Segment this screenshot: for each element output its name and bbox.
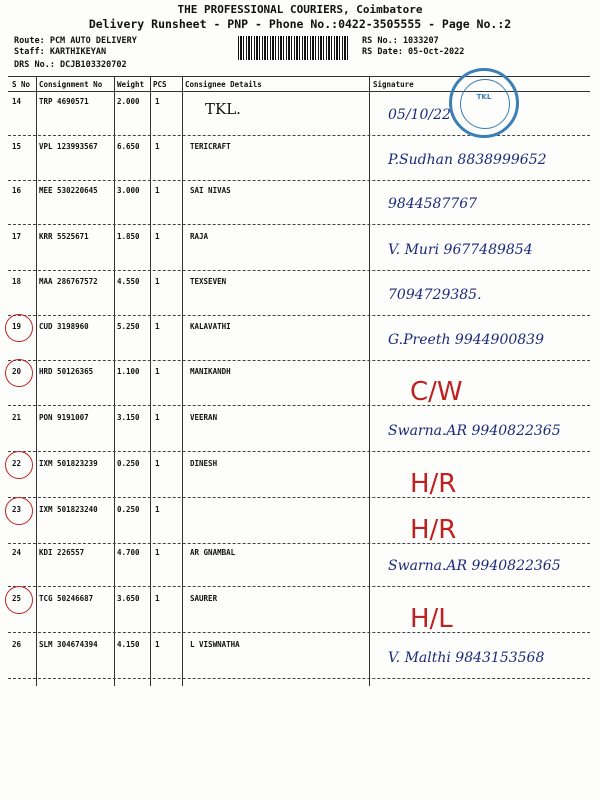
row-pcs: 1 (155, 322, 160, 331)
col-divider (369, 76, 370, 686)
row-divider (8, 678, 590, 679)
row-sno: 21 (12, 413, 22, 422)
company-stamp (449, 68, 519, 138)
runsheet-title: Delivery Runsheet - PNP - Phone No.:0422-3505555 - Page No.:2 (88, 17, 512, 31)
row-pcs: 1 (155, 413, 160, 422)
row-divider (8, 405, 590, 406)
row-signature: G.Preeth 9944900839 (388, 332, 544, 348)
row-consignment-no: KDI 226557 (39, 548, 85, 557)
col-divider (150, 76, 151, 686)
row-signature: V. Muri 9677489854 (388, 242, 533, 258)
red-circle-mark (5, 451, 33, 479)
row-pcs: 1 (155, 142, 160, 151)
company-title: THE PROFESSIONAL COURIERS, Coimbatore (177, 3, 423, 16)
row-weight: 4.700 (117, 548, 140, 557)
row-consignment-no: IXM 501823239 (39, 459, 98, 468)
col-header-sno: S No (12, 80, 31, 89)
row-sno: 24 (12, 548, 22, 557)
row-pcs: 1 (155, 97, 160, 106)
row-weight: 4.550 (117, 277, 140, 286)
row-consignee: AR GNAMBAL (190, 548, 236, 557)
row-pcs: 1 (155, 548, 160, 557)
row-consignee: RAJA (190, 232, 209, 241)
row-divider (8, 586, 590, 587)
row-consignee: VEERAN (190, 413, 218, 422)
col-divider (36, 76, 37, 686)
row-signature: 9844587767 (388, 196, 478, 212)
row-weight: 2.000 (117, 97, 140, 106)
row-consignment-no: CUD 3198960 (39, 322, 89, 331)
row-divider (8, 315, 590, 316)
drs-label: DRS No.: DCJB103320702 (14, 60, 127, 70)
col-header-consignment: Consignment No (39, 80, 103, 89)
row-sno: 14 (12, 97, 22, 106)
row-pcs: 1 (155, 277, 160, 286)
red-circle-mark (5, 497, 33, 525)
row-pcs: 1 (155, 232, 160, 241)
row-consignee: TERICRAFT (190, 142, 231, 151)
row-consignment-no: KRR 5525671 (39, 232, 89, 241)
row-weight: 0.250 (117, 505, 140, 514)
row-consignee: SAI NIVAS (190, 186, 231, 195)
row-weight: 4.150 (117, 640, 140, 649)
row-divider (8, 543, 590, 544)
row-divider (8, 632, 590, 633)
row-consignment-no: MAA 286767572 (39, 277, 98, 286)
row-sno: 20 (12, 367, 22, 376)
row-signature: C/W (410, 377, 463, 407)
row-consignment-no: SLM 304674394 (39, 640, 98, 649)
row-signature: H/R (410, 515, 457, 545)
row-divider (8, 224, 590, 225)
row-sno: 26 (12, 640, 22, 649)
row-signature: V. Malthi 9843153568 (388, 650, 545, 666)
row-weight: 5.250 (117, 322, 140, 331)
row-pcs: 1 (155, 640, 160, 649)
row-consignee: DINESH (190, 459, 218, 468)
row-pcs: 1 (155, 505, 160, 514)
row-sno: 18 (12, 277, 22, 286)
row-consignee: TEXSEVEN (190, 277, 227, 286)
row-signature: P.Sudhan 8838999652 (388, 152, 547, 168)
row-consignment-no: TRP 4690571 (39, 97, 89, 106)
row-signature: H/R (410, 469, 457, 499)
col-header-signature: Signature (373, 80, 414, 89)
row-pcs: 1 (155, 459, 160, 468)
row-sno: 19 (12, 322, 22, 331)
row-signature: Swarna.AR 9940822365 (388, 423, 561, 439)
row-divider (8, 270, 590, 271)
row-divider (8, 180, 590, 181)
staff-label: Staff: KARTHIKEYAN (14, 47, 107, 57)
row-sno: 15 (12, 142, 22, 151)
row-consignment-no: MEE 530220645 (39, 186, 98, 195)
row-signature: H/L (410, 604, 453, 634)
row-signature: Swarna.AR 9940822365 (388, 558, 561, 574)
rs-date: RS Date: 05-Oct-2022 (362, 47, 465, 57)
col-header-pcs: PCS (153, 80, 167, 89)
row-pcs: 1 (155, 367, 160, 376)
row-consignment-no: IXM 501823240 (39, 505, 98, 514)
row-weight: 3.000 (117, 186, 140, 195)
row-consignee: SAURER (190, 594, 218, 603)
row-weight: 0.250 (117, 459, 140, 468)
row-weight: 6.650 (117, 142, 140, 151)
row-pcs: 1 (155, 186, 160, 195)
row-divider (8, 135, 590, 136)
col-header-consignee: Consignee Details (185, 80, 262, 89)
row-weight: 3.150 (117, 413, 140, 422)
row-consignment-no: TCG 50246687 (39, 594, 94, 603)
red-circle-mark (5, 359, 33, 387)
red-circle-mark (5, 314, 33, 342)
row-divider (8, 497, 590, 498)
row-weight: 1.100 (117, 367, 140, 376)
row-sno: 22 (12, 459, 22, 468)
row-consignee: MANIKANDH (190, 367, 231, 376)
row-divider (8, 360, 590, 361)
row-consignee: L VISWNATHA (190, 640, 240, 649)
barcode (238, 36, 350, 60)
route-label: Route: PCM AUTO DELIVERY (14, 36, 137, 46)
row-sno: 25 (12, 594, 22, 603)
rs-number: RS No.: 1033207 (362, 36, 439, 46)
row-consignee: TKL. (205, 100, 241, 118)
row-consignment-no: VPL 123993567 (39, 142, 98, 151)
row-divider (8, 451, 590, 452)
row-signature: 05/10/22 (388, 107, 451, 123)
row-consignment-no: PON 9191007 (39, 413, 89, 422)
red-circle-mark (5, 586, 33, 614)
row-weight: 3.650 (117, 594, 140, 603)
row-weight: 1.850 (117, 232, 140, 241)
col-divider (182, 76, 183, 686)
row-sno: 17 (12, 232, 22, 241)
stamp-text: TKL (476, 93, 492, 101)
row-consignment-no: HRD 50126365 (39, 367, 94, 376)
row-pcs: 1 (155, 594, 160, 603)
row-sno: 23 (12, 505, 22, 514)
row-sno: 16 (12, 186, 22, 195)
row-signature: 7094729385. (388, 287, 482, 303)
col-header-weight: Weight (117, 80, 145, 89)
col-divider (114, 76, 115, 686)
row-consignee: KALAVATHI (190, 322, 231, 331)
